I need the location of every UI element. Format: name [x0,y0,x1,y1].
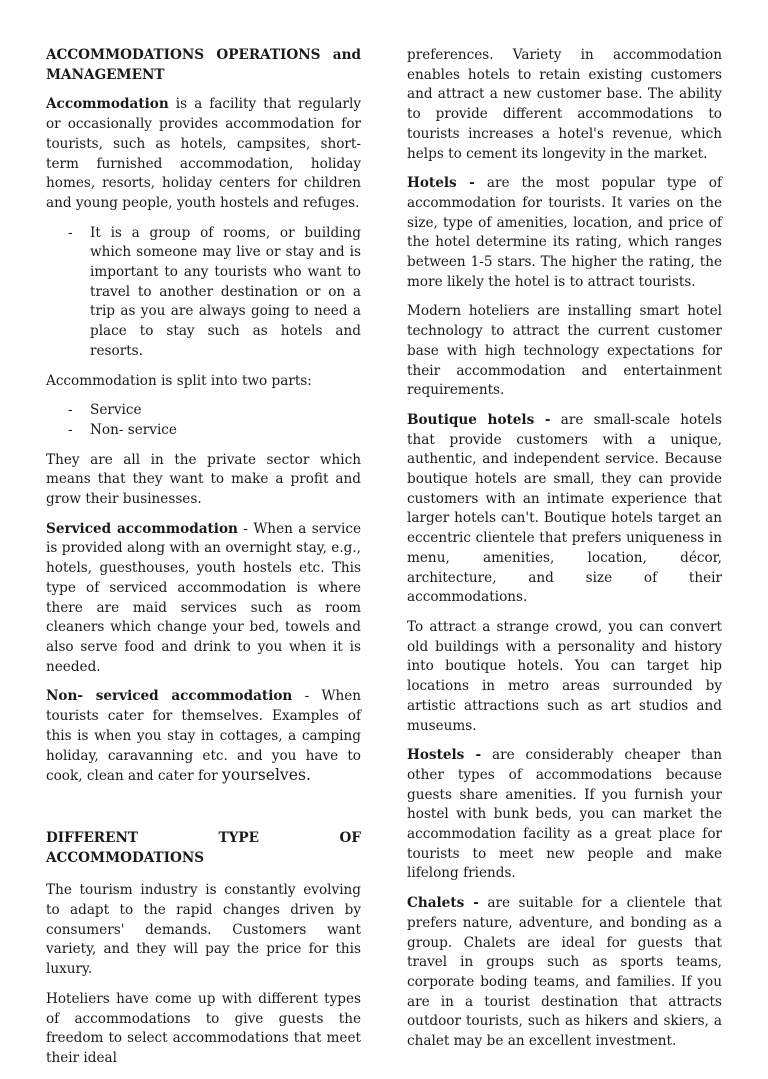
definition-text: is a facility that regularly or occasionally provides accommodation for tourists, such as hotels, campsites, short-term furnished accommodation, holiday homes, resorts, holiday centers for children and young people, youth hostels and refuges. [46,96,361,211]
hotels-text: are the most popular type of accommodation for tourists. It varies on the size, type of amenities, location, and price of the hotel determine its rating, which ranges between 1-5 stars. The higher the rating, the more likely the hotel is to attract tourists. [407,175,723,290]
private-sector-paragraph: They are all in the private sector which means that they want to make a profit and grow their businesses. [46,451,361,508]
list-item-service: - Service [46,401,361,421]
term-non-serviced: Non- serviced accommodation [46,688,293,705]
serviced-text: - When a service is provided along with an overnight stay, e.g., hotels, guesthouses, youth hostels etc. This type of serviced accommodation is where there are maid services such as room cleaners which change your bed, towels and also serve food and drink to you when it is needed. [46,520,361,675]
types-paragraph-1: The tourism industry is constantly evolving to adapt to the rapid changes driven by consumers' demands. Customers want variety, and they will pay the price for this luxury. [46,882,361,978]
list-item-non-service: - Non- service [46,421,361,441]
split-intro: Accommodation is split into two parts: [46,372,312,389]
hostels-paragraph [407,746,722,884]
definition-list [46,224,361,362]
term-accommodation: Accommodation [46,96,169,113]
hotels-paragraph [407,174,722,292]
list-item: - It is a group of rooms, or building which someone may live or stay and is important to any tourists who want to travel to another destination or on a trip as you are always going to need a place to stay such as hotels and resorts. [46,224,361,362]
chalets-text: are suitable for a clientele that prefers nature, adventure, and bonding as a group. Chalets are ideal for guests that travel in groups such as sports teams, corporate boding teams, and families. If you are in a tourist destination that attracts outdoor tourists, such as hikers and skiers, a chalet may be an excellent investment. [407,895,722,1050]
document-title: ACCOMMODATIONS OPERATIONS and MANAGEMENT [46,47,361,83]
non-serviced-text: - When tourists cater for themselves. Examples of this is when you stay in cottages, a camping holiday, caravanning etc. and you have to cook, clean and cater for [46,688,361,785]
hostels-text: are considerably cheaper than other types of accommodations because guests share amenities. If you furnish your hostel with bunk beds, you can market the accommodation facility as a great place for tourists to meet new people and make lifelong friends. [407,747,722,882]
modern-hoteliers-paragraph: Modern hoteliers are installing smart hotel technology to attract the current customer base with high technology expectations for their accommodation and entertainment requirements. [407,303,722,399]
parts-list [46,401,361,440]
boutique-paragraph [407,411,722,608]
chalets-paragraph [407,894,722,1052]
non-serviced-end: yourselves. [222,766,311,785]
right-column [407,46,722,1062]
accommodation-definition [46,95,361,213]
term-hotels: Hotels - [407,175,475,192]
continuation-paragraph: preferences. Variety in accommodation enables hotels to retain existing customers and attract a new customer base. The ability to provide different accommodations to tourists increases a hotel's revenue, which helps to cement its longevity in the market. [407,47,722,162]
section-heading-types: DIFFERENT TYPE OF ACCOMMODATIONS [46,829,361,866]
boutique-text: are small-scale hotels that provide customers with a unique, authentic, and independent service. Because boutique hotels are small, they can provide customers with an intimate experience that larger hotels can't. Boutique hotels target an eccentric clientele that prefers uniqueness in menu, amenities, location, décor, architecture, and size of their accommodations. [407,411,722,606]
types-paragraph-2: Hoteliers have come up with different types of accommodations to give guests the freedom to select accommodations that meet their ideal [46,990,361,1066]
non-serviced-paragraph [46,687,361,787]
term-serviced: Serviced accommodation [46,520,238,537]
left-column [46,46,361,1079]
term-hostels: Hostels - [407,747,482,764]
strange-crowd-paragraph: To attract a strange crowd, you can convert old buildings with a personality and history into boutique hotels. You can target hip locations in metro areas surrounded by artistic attractions such as art studios and museums. [407,618,722,734]
term-chalets: Chalets - [407,895,479,912]
term-boutique: Boutique hotels - [407,411,551,428]
serviced-paragraph [46,520,361,678]
section-gap [46,797,361,829]
